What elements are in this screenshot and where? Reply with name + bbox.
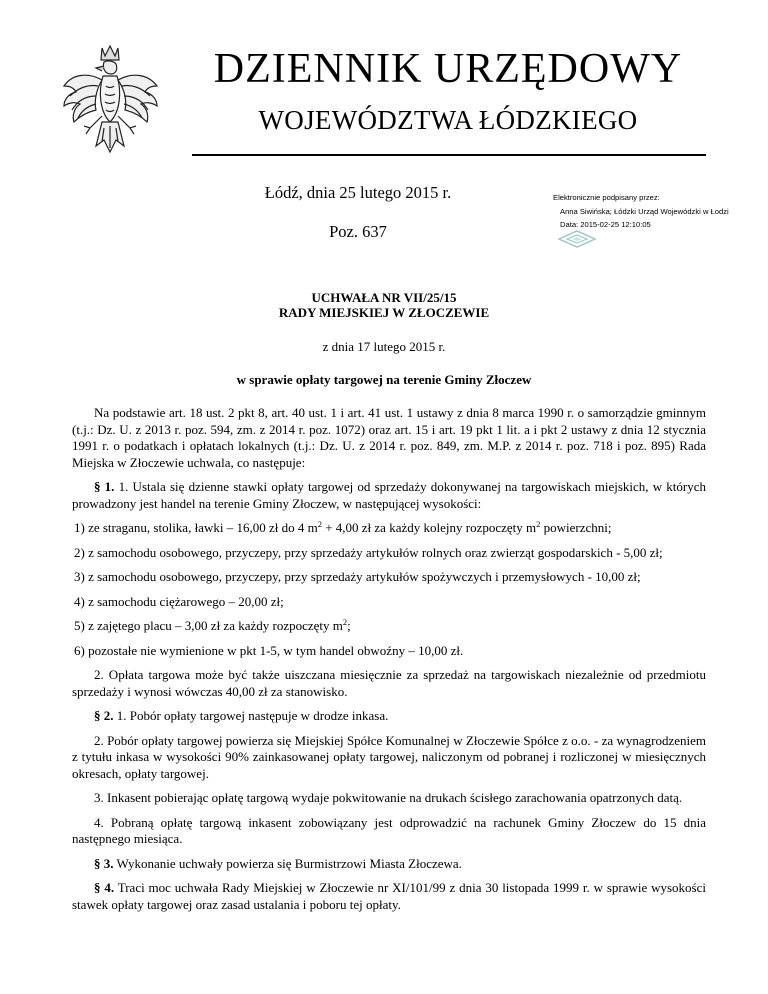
header-divider [192,154,706,156]
resolution-subject: w sprawie opłaty targowej na terenie Gminy Złoczew [236,372,532,387]
list-item: 2) z samochodu osobowego, przyczepy, przy sprzedaży artykułów rolnych oraz zwierząt gospodarskich - 5,00 zł; [74,544,663,560]
section-3-label: § 3. [94,855,114,871]
section-3-text: Wykonanie uchwały powierza się Burmistrzowi Miasta Złoczewa. [113,855,462,871]
list-item: 6) pozostałe nie wymienione w pkt 1-5, w tym handel obwoźny – 10,00 zł. [74,642,464,658]
section-2-paragraph-2: 2. Pobór opłaty targowej powierza się Miejskiej Spółce Komunalnej w Złoczewie Spółce z o.o. - za wynagrodzeniem z tytułu inkasa w wysokości 90% zainkasowanej opłaty targowej, naliczonym od pobranej i rozliczonej w miesięcznych okresach, opłaty targowej. [72,732,706,781]
journal-title: DZIENNIK URZĘDOWY [213,46,683,92]
list-item [72,520,706,537]
section-1-paragraph-2: 2. Opłata targowa może być także uiszczana miesięcznie za sprzedaż na targowiskach niezależnie od przedmiotu sprzedaży i wynosi wówczas 40,00 zł za stanowisko. [72,667,706,699]
section-2-paragraph-4: 4. Pobraną opłatę targową inkasent zobowiązany jest odprowadzić na rachunek Gminy Złoczew do 15 dnia następnego miesiąca. [72,814,706,846]
item-5-text-b: ; [347,618,351,633]
resolution-number: UCHWAŁA NR VII/25/15 [311,290,457,305]
publication-date: Łódź, dnia 25 lutego 2015 r. [264,183,452,202]
section-2-paragraph-1 [72,708,706,725]
section-1-text: 1. Ustala się dzienne stawki opłaty targowej od sprzedaży dokonywanej na targowiskach miejskich, w których prowadzony jest handel na terenie Gminy Złoczew, w następującej wysokości: [72,479,706,511]
resolution-date: z dnia 17 lutego 2015 r. [322,339,446,354]
list-item: 3) z samochodu osobowego, przyczepy, przy sprzedaży artykułów spożywczych i przemysłowych - 10,00 zł; [74,569,641,584]
journal-subtitle: WOJEWÓDZTWA ŁÓDZKIEGO [258,105,638,135]
list-item [72,618,706,635]
resolution-heading [60,290,708,320]
section-4-label: § 4. [94,880,115,895]
electronic-signature [553,191,753,232]
resolution-body [72,405,706,921]
signature-signer: Anna Siwińska; Łódzki Urząd Wojewódzki w Łodzi [560,206,729,216]
item-1-text-b: + 4,00 zł za każdy kolejny rozpoczęty m [321,520,537,535]
section-4-paragraph [72,880,706,913]
section-2-text: 1. Pobór opłaty targowej następuje w drodze inkasa. [113,708,389,723]
item-5-superscript: 2 [342,617,348,627]
list-item: 4) z samochodu ciężarowego – 20,00 zł; [74,593,284,609]
signature-label: Elektronicznie podpisany przez: [553,193,660,202]
item-1-superscript-2: 2 [536,519,541,529]
item-5-text-a: 5) z zajętego placu – 3,00 zł za każdy rozpoczęty m [74,618,343,633]
position-number: Poz. 637 [329,222,387,241]
item-1-text-a: 1) ze straganu, stolika, ławki – 16,00 zł do 4 m [74,520,318,535]
item-1-text-c: powierzchni; [540,520,612,535]
section-2-paragraph-3: 3. Inkasent pobierając opłatę targową wydaje pokwitowanie na drukach ścisłego zarachowania opatrzonych datą. [94,790,683,805]
resolution-council: RADY MIEJSKIEJ W ZŁOCZEWIE [278,305,490,320]
signature-date: Data: 2015-02-25 12:10:05 [560,220,651,229]
section-2-label: § 2. [94,708,114,723]
section-4-text: Traci moc uchwała Rady Miejskiej w Złoczewie nr XI/101/99 z dnia 30 listopada 1999 r. w sprawie wysokości stawek opłaty targowej oraz zasad ustalania i poboru tej opłaty. [72,880,706,912]
item-1-superscript-1: 2 [317,519,322,529]
signature-check-icon [557,230,597,248]
section-1-paragraph-1 [72,479,706,512]
section-3-paragraph [72,856,706,873]
preamble-paragraph: Na podstawie art. 18 ust. 2 pkt 8, art. 40 ust. 1 i art. 41 ust. 1 ustawy z dnia 8 marca 1990 r. o samorządzie gminnym (t.j.: Dz. U. z 2013 r. poz. 594, zm. z 2014 r. poz. 1072) oraz art. 15 i art. 19 pkt 1 lit. a i pkt 2 ustawy z dnia 12 stycznia 1991 r. o podatkach i opłatach lokalnych (t.j.: Dz. U. z 2014 r. poz. 849, zm. M.P. z 2014 r. poz. 718 i poz. 895) Rada Miejska w Złoczewie uchwala, co następuje: [72,405,706,470]
eagle-emblem-icon [58,42,163,162]
section-1-label: § 1. [94,479,115,494]
